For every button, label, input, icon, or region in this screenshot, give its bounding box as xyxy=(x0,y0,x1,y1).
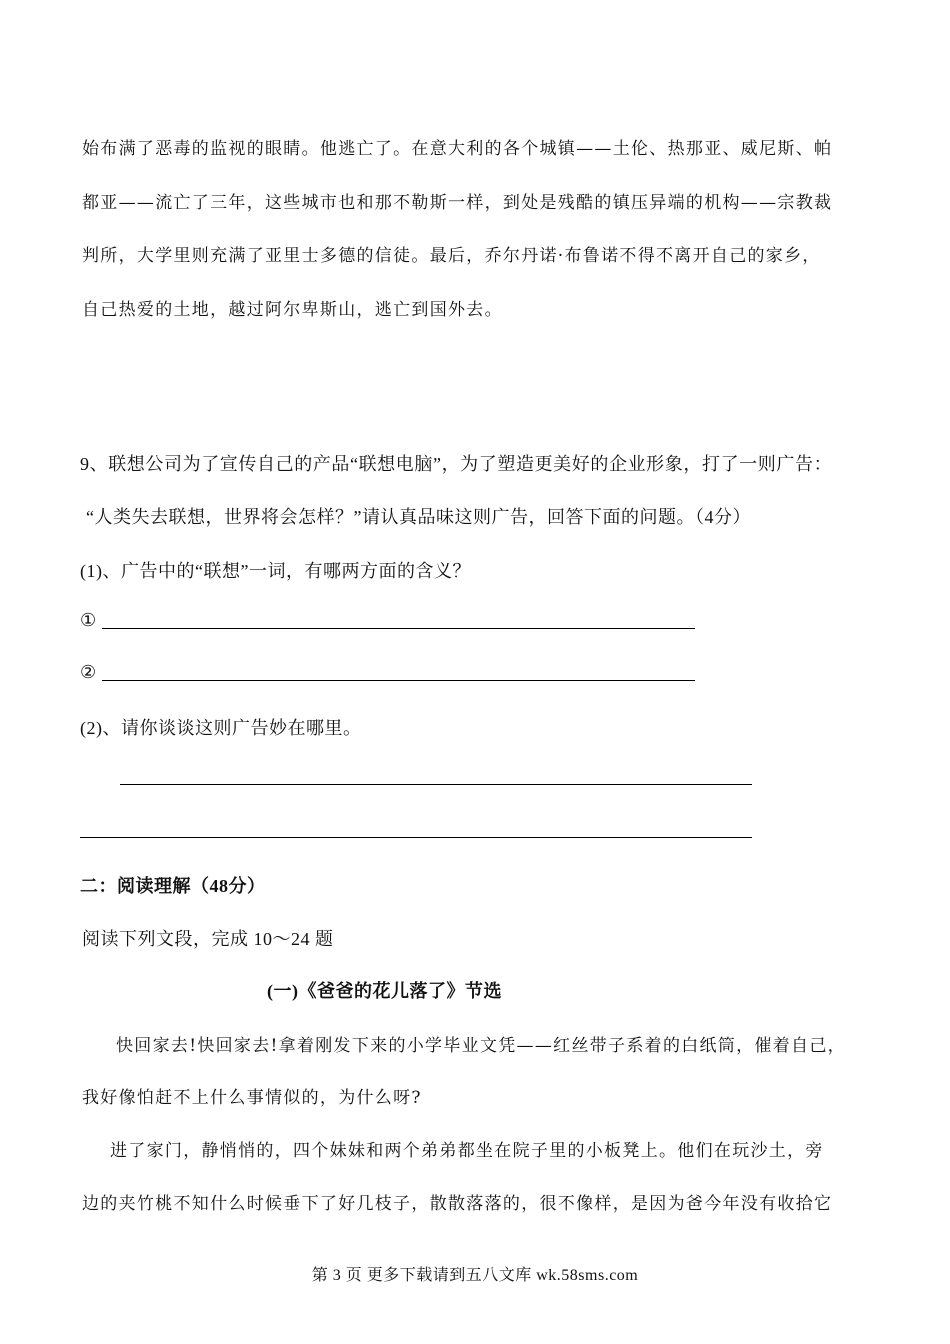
question-9-sub-2: (2)、请你谈谈这则广告妙在哪里。 xyxy=(80,718,362,738)
excerpt-line-1: 快回家去!快回家去!拿着刚发下来的小学毕业文凭——红丝带子系着的白纸筒，催着自己， xyxy=(116,1036,846,1056)
passage-line-4: 自己热爱的土地，越过阿尔卑斯山，逃亡到国外去。 xyxy=(82,300,503,320)
passage-line-2: 都亚——流亡了三年，这些城市也和那不勒斯一样，到处是残酷的镇压异端的机构——宗教裁 xyxy=(82,193,833,213)
excerpt-line-3: 进了家门，静悄悄的，四个妹妹和两个弟弟都坐在院子里的小板凳上。他们在玩沙土，旁 xyxy=(110,1141,824,1161)
question-9-sub-1: (1)、广告中的“联想”一词，有哪两方面的含义？ xyxy=(80,561,471,581)
excerpt-line-4: 边的夹竹桃不知什么时候垂下了好几枝子，散散落落的，很不像样，是因为爸今年没有收拾它 xyxy=(82,1194,833,1214)
question-9-line-1: 9、联想公司为了宣传自己的产品“联想电脑”，为了塑造更美好的企业形象，打了一则广告： xyxy=(80,454,833,474)
answer-marker-2: ② xyxy=(80,662,97,682)
answer-line-2[interactable] xyxy=(102,680,695,681)
excerpt-title: (一)《爸爸的花儿落了》节选 xyxy=(267,981,502,1001)
answer-line-1[interactable] xyxy=(102,628,695,629)
question-9-line-2: “人类失去联想，世界将会怎样？”请认真品味这则广告，回答下面的问题。（4分） xyxy=(86,507,751,527)
section-heading: 二：阅读理解（48分） xyxy=(80,876,266,896)
page-footer: 第 3 页 更多下载请到五八文库 wk.58sms.com xyxy=(311,1267,639,1284)
excerpt-line-2: 我好像怕赶不上什么事情似的，为什么呀? xyxy=(82,1088,422,1108)
answer-line-3[interactable] xyxy=(120,784,752,785)
section-instruction: 阅读下列文段，完成 10～24 题 xyxy=(82,929,334,949)
answer-marker-1: ① xyxy=(80,610,97,630)
answer-line-4[interactable] xyxy=(80,837,752,838)
passage-line-3: 判所，大学里则充满了亚里士多德的信徒。最后，乔尔丹诺·布鲁诺不得不离开自己的家乡， xyxy=(82,246,821,266)
passage-line-1: 始布满了恶毒的监视的眼睛。他逃亡了。在意大利的各个城镇——土伦、热那亚、威尼斯、帕 xyxy=(82,139,833,159)
